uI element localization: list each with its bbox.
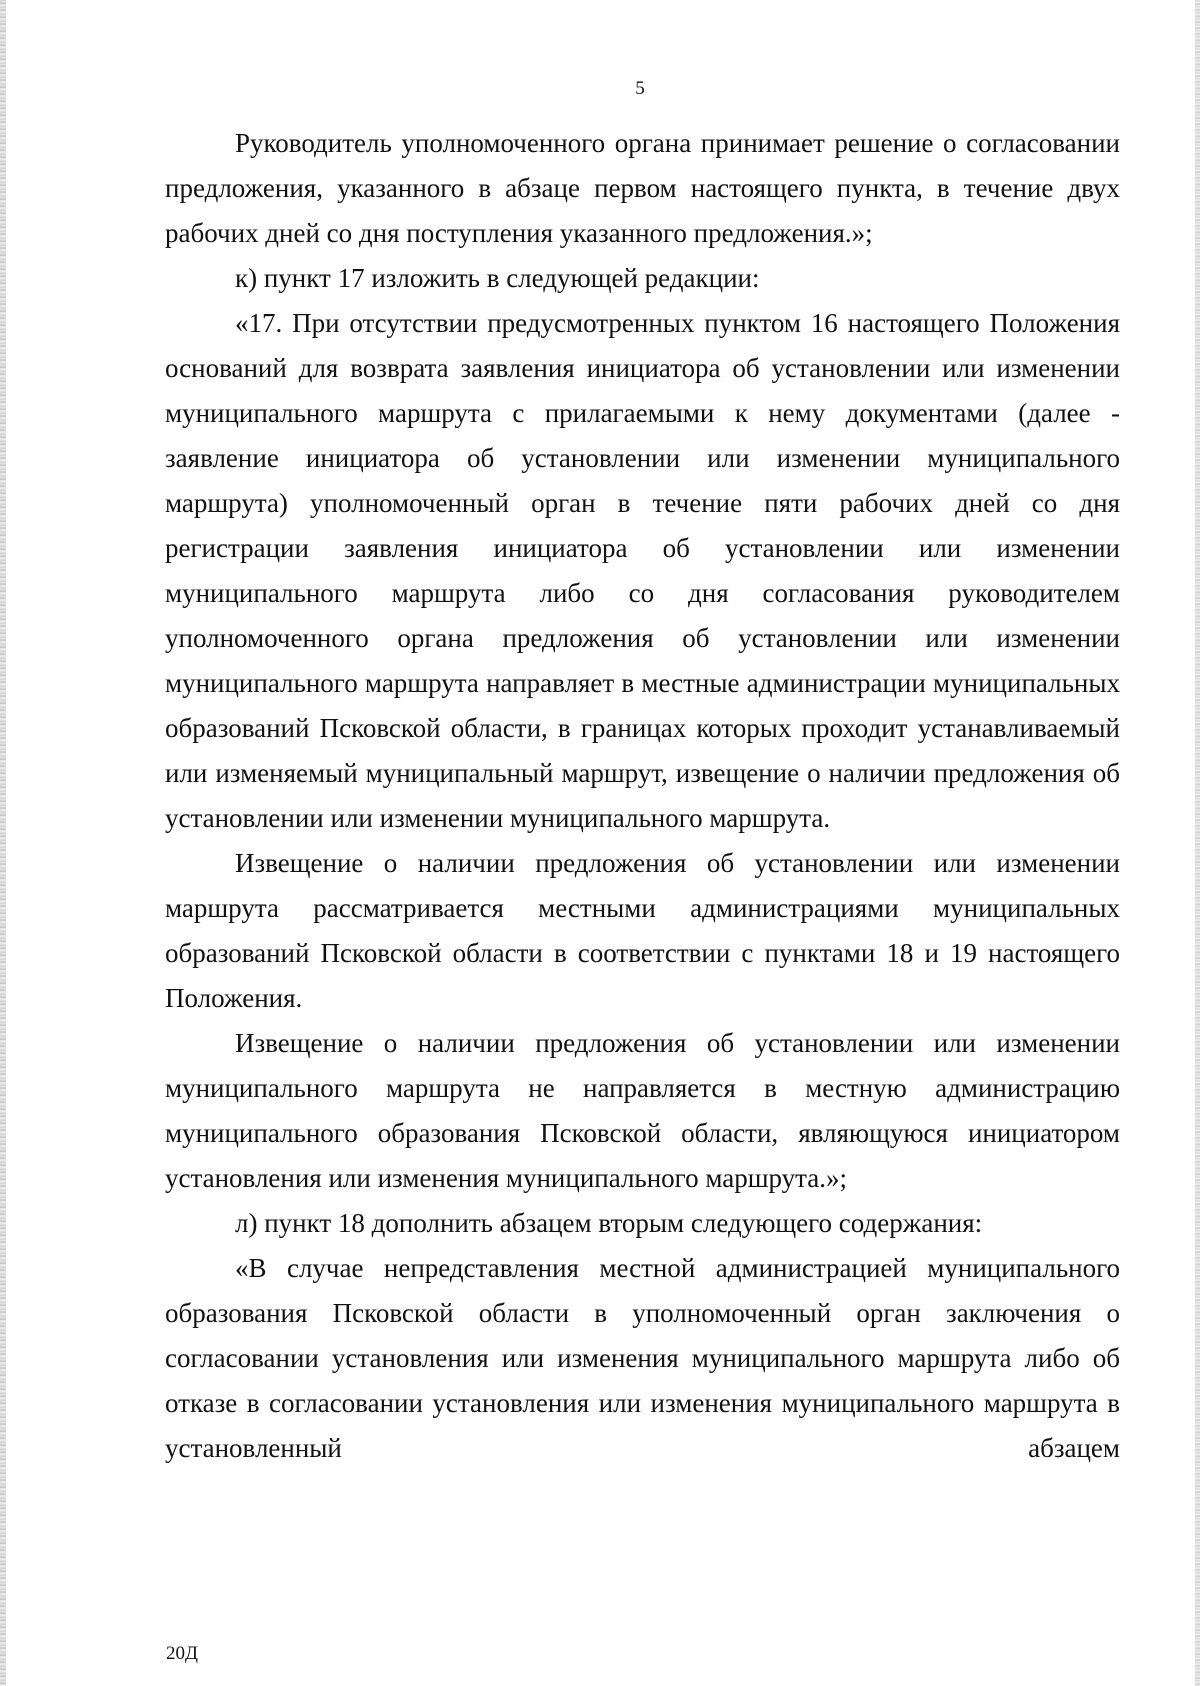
paragraph-3: «17. При отсутствии предусмотренных пунктом 16 настоящего Положения оснований для возврата заявления инициатора об установлении или изменении муниципального маршрута с прилагаемыми к нему документами (далее - заявление инициатора об установлении или изменении муниципального маршрута) уполномоченный орган в течение пяти рабочих дней со дня регистрации заявления инициатора об установлении или изменении муниципального маршрута либо со дня согласования руководителем уполномоченного органа предложения об установлении или изменении муниципального маршрута направляет в местные администрации муниципальных образований Псковской области, в границах которых проходит устанавливаемый или изменяемый муниципальный маршрут, извещение о наличии предложения об установлении или изменении муниципального маршрута. [165, 308, 1120, 833]
scan-edge-right [1195, 0, 1200, 1686]
paragraph-4: Извещение о наличии предложения об установлении или изменении маршрута рассматривается местными администрациями муниципальных образований Псковской области в соответствии с пунктами 18 и 19 настоящего Положения. [165, 848, 1120, 1013]
paragraph-5: Извещение о наличии предложения об установлении или изменении муниципального маршрута не направляется в местную администрацию муниципального образования Псковской области, являющуюся инициатором установления или изменения муниципального маршрута.»; [165, 1028, 1120, 1193]
document-body [165, 121, 1120, 1471]
footer-code: 20Д [166, 1643, 198, 1664]
paragraph-7: «В случае непредставления местной администрацией муниципального образования Псковской области в уполномоченный орган заключения о согласовании установления или изменения муниципального маршрута либо об отказе в согласовании установления или изменения муниципального маршрута в установленный абзацем [165, 1253, 1120, 1463]
scan-edge-left [0, 0, 6, 1686]
paragraph-2: к) пункт 17 изложить в следующей редакции: [235, 263, 760, 293]
page-number: 5 [635, 78, 645, 99]
paragraph-6: л) пункт 18 дополнить абзацем вторым следующего содержания: [235, 1208, 983, 1238]
paragraph-1: Руководитель уполномоченного органа принимает решение о согласовании предложения, указанного в абзаце первом настоящего пункта, в течение двух рабочих дней со дня поступления указанного предложения.»; [165, 128, 1120, 248]
